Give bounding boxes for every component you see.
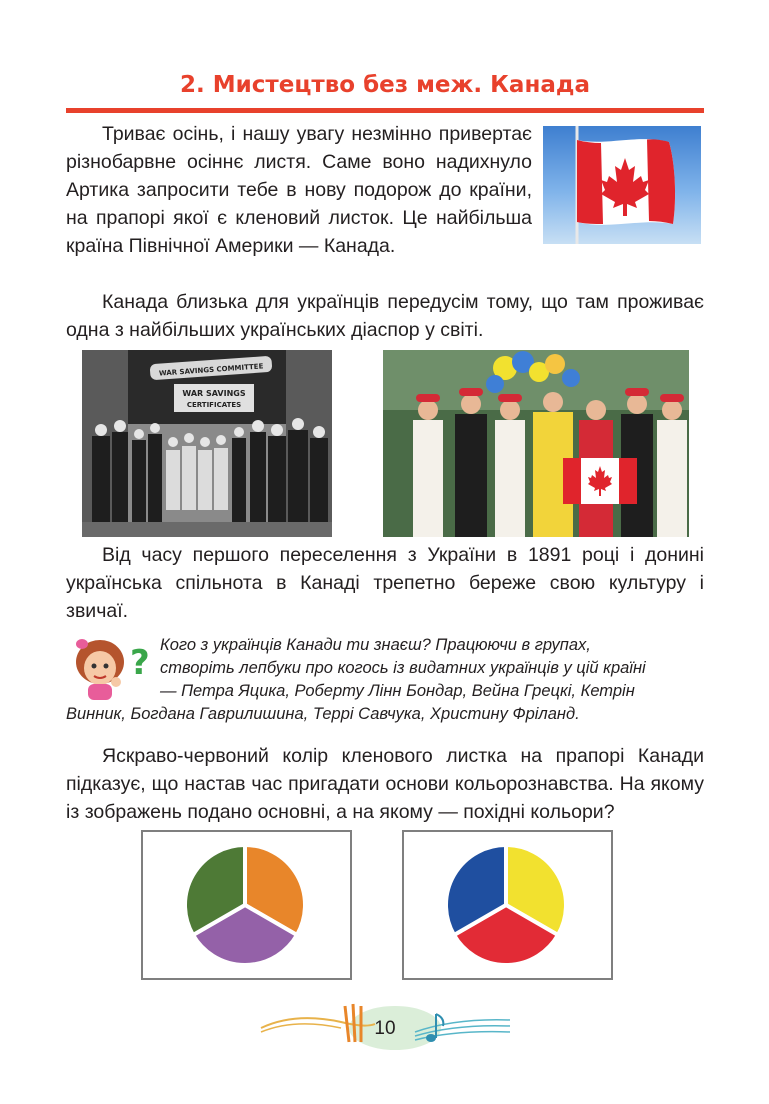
task-line-2: створіть лепбуки про когось із видатних українців у цій країні xyxy=(160,659,646,677)
ukrainian-dancers-photo xyxy=(383,350,689,537)
group-task-block xyxy=(66,634,704,726)
task-line-3: — Петра Яцика, Роберту Лінн Бондар, Вейна Грецкі, Кетрін xyxy=(160,682,635,700)
page-title: 2. Мистецтво без меж. Канада xyxy=(180,72,590,98)
canada-flag-held xyxy=(563,458,637,504)
certificates-sign: CERTIFICATES xyxy=(186,401,242,409)
settlement-paragraph: Від часу першого переселення з України в 1891 році і донині українська спільнота в Канаді трепетно береже свою культуру і звичаї. xyxy=(66,544,704,622)
diaspora-paragraph: Канада близька для українців передусім тому, що там проживає одна з найбільших українських діаспор у світі. xyxy=(66,291,704,341)
task-line-4: Винник, Богдана Гаврилишина, Террі Савчука, Христину Фріланд. xyxy=(66,705,580,723)
page-number: 10 xyxy=(374,1018,396,1039)
intro-paragraph: Триває осінь, і нашу увагу незмінно привертає різнобарвне осіннє листя. Саме воно надихнуло Артика запросити тебе в нову подорож до країни, на прапорі якої є кленовий листок. Це найбільша країна Північної Америки — Канада. xyxy=(66,123,532,257)
title-rule xyxy=(66,108,704,113)
svg-text:?: ? xyxy=(130,643,150,683)
war-savings-committee-sign: WAR SAVINGS COMMITTEE xyxy=(158,362,264,378)
war-savings-sign: WAR SAVINGS xyxy=(182,389,246,398)
canada-flag-photo xyxy=(543,126,701,244)
task-line-1: Кого з українців Канади ти знаєш? Працюючи в групах, xyxy=(160,636,591,654)
historic-photo-war-savings xyxy=(82,350,332,537)
derived-colors-wheel xyxy=(141,830,352,980)
color-question-paragraph: Яскраво-червоний колір кленового листка на прапорі Канади підказує, що настав час пригадати основи кольорознавства. На якому із зображень подано основні, а на якому — похідні кольори? xyxy=(66,745,704,823)
primary-colors-wheel xyxy=(402,830,613,980)
